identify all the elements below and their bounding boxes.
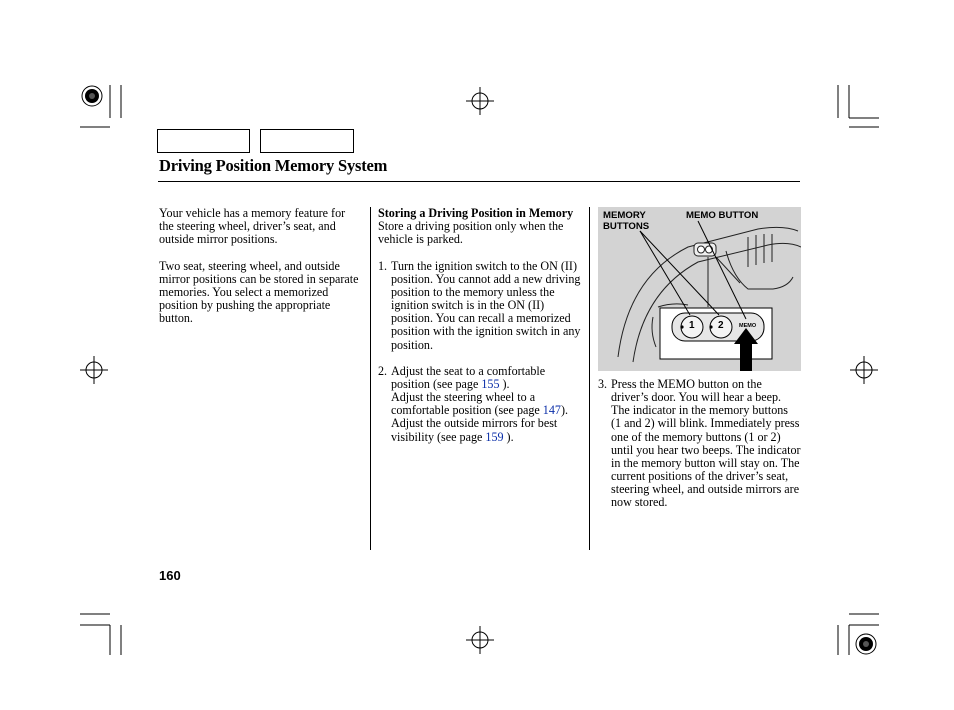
memory-paragraph: Two seat, steering wheel, and outside mirror positions can be stored in separate memories. You select a memorized position by pushing the appropriate button. xyxy=(159,258,359,326)
page-link-155[interactable]: 155 xyxy=(481,377,500,391)
step-2-steering-end: ). xyxy=(560,403,568,418)
column-2 xyxy=(378,207,581,444)
page-link-147[interactable]: 147 xyxy=(542,403,561,418)
step-3 xyxy=(598,378,801,510)
memory-button-1: 1 xyxy=(689,320,695,331)
step-2-number: 2. xyxy=(378,363,388,378)
step-2-mirrors-end: ). xyxy=(503,429,514,444)
step-2-mirrors-text: Adjust the outside mirrors for best visibility (see page xyxy=(391,416,558,444)
memory-buttons-label-line2: BUTTONS xyxy=(603,220,650,232)
memory-button-2: 2 xyxy=(718,320,724,331)
step-1-number: 1. xyxy=(378,258,388,273)
step-2-seat-end: ). xyxy=(499,377,510,391)
memo-buttons-illustration xyxy=(598,207,801,371)
step-2 xyxy=(378,365,581,444)
page-link-159[interactable]: 159 xyxy=(485,429,504,444)
step-3-text: Press the MEMO button on the driver’s door. You will hear a beep. The indicator in the memory buttons (1 and 2) will blink. Immediately press one of the memory buttons (1 or 2) until you hear two beeps. The indicator in the memory button will stay on. The current positions of the driver’s seat, steering wheel, and outside mirrors are now stored. xyxy=(611,377,801,510)
memo-button: MEMO xyxy=(739,323,757,329)
column-divider-1 xyxy=(370,207,371,550)
section-intro: Store a driving position only when the vehicle is parked. xyxy=(378,219,564,247)
step-2-seat-text: Adjust the seat to a comfortable position (see page xyxy=(391,363,546,391)
step-1-text: Turn the ignition switch to the ON (II) position. You cannot add a new driving position to the memory unless the ignition switch is in the ON (II) position. You can recall a memorized position with the ignition switch in any position. xyxy=(391,258,581,352)
section-subheading: Storing a Driving Position in Memory xyxy=(378,206,574,220)
step-2-mirrors xyxy=(391,417,581,443)
step-2-seat xyxy=(391,365,581,391)
step-3-number: 3. xyxy=(598,377,608,391)
intro-paragraph: Your vehicle has a memory feature for the steering wheel, driver’s seat, and outside mirror positions. xyxy=(159,206,346,247)
header-tab-box-2 xyxy=(260,129,354,153)
door-panel-drawing xyxy=(598,207,801,371)
column-divider-2 xyxy=(589,207,590,550)
header-tab-box-1 xyxy=(157,129,250,153)
step-2-steering-text: Adjust the steering wheel to a comfortable position (see page xyxy=(391,390,543,418)
title-rule xyxy=(158,181,800,182)
memo-button-label: MEMO BUTTON xyxy=(686,210,759,221)
page-title: Driving Position Memory System xyxy=(159,156,388,175)
column-3 xyxy=(598,378,801,510)
step-1 xyxy=(378,260,581,352)
column-1 xyxy=(159,207,359,325)
page-number: 160 xyxy=(159,568,181,583)
step-2-steering xyxy=(391,391,581,417)
memory-buttons-label-line1: MEMORY xyxy=(603,210,646,221)
